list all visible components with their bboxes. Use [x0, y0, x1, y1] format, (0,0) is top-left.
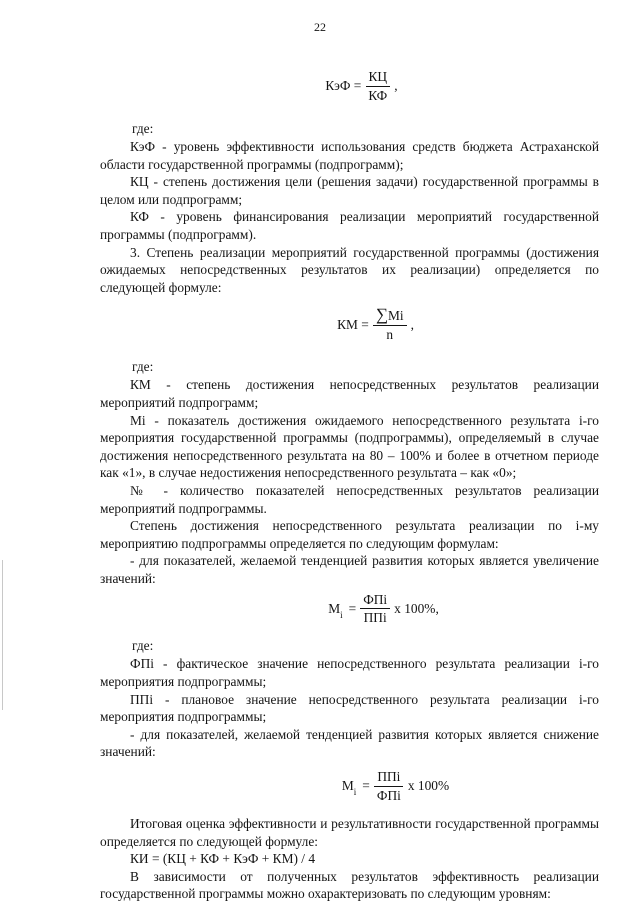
where-label-2: где: [132, 359, 154, 375]
formula-mi-increase-sub: i [340, 609, 343, 620]
formula-km [152, 300, 599, 348]
formula-mi-increase [168, 587, 599, 629]
where-label-3: где: [132, 638, 154, 654]
formula-kef [124, 64, 599, 108]
scan-margin-mark [2, 560, 3, 710]
definition-mi: Mi - показатель достижения ожидаемого непосредственного результата i-го мероприятия государственной программы (подпрограммы), определяемый в случае достижения непосредственного результата на 80 – 100% и более в отчетном периоде как «1», в случае недостижения непосредственного результата – как «0»; [100, 412, 599, 481]
paragraph-3: 3. Степень реализации мероприятий государственной программы (достижения ожидаемых непосредственных результатов их реализации) определяется по следующей формуле: [100, 244, 599, 295]
definition-ppi: ППi - плановое значение непосредственного результата реализации i-го мероприятия подпрограммы; [100, 691, 599, 725]
formula-mi-decrease-fraction [374, 769, 404, 803]
formula-mi-increase-fraction [360, 592, 390, 626]
formula-mi-increase-numerator: ФПi [360, 592, 390, 609]
formula-mi-decrease-m: M [341, 778, 354, 794]
formula-kef-numerator: КЦ [366, 69, 391, 86]
formula-mi-decrease-tail: x 100% [407, 778, 450, 794]
formula-mi-increase-m: M [328, 600, 341, 616]
definition-n: № - количество показателей непосредственных результатов реализации мероприятий подпрограммы. [100, 482, 599, 516]
formula-km-tail: , [410, 316, 414, 332]
definition-kf: КФ - уровень финансирования реализации мероприятий государственной программы (подпрограмм). [100, 209, 599, 242]
formula-kef-denominator: КФ [368, 87, 388, 103]
formula-km-lhs: КМ = [337, 316, 369, 332]
formula-mi-decrease-eq: = [362, 778, 370, 794]
formula-km-fraction [373, 306, 407, 342]
bullet-increase: - для показателей, желаемой тенденцией развития которых является увеличение значений: [100, 553, 599, 586]
formula-ki: КИ = (КЦ + КФ + КэФ + КМ) / 4 [130, 851, 316, 867]
bullet-decrease: - для показателей, желаемой тенденцией развития которых является снижение значений: [100, 726, 599, 760]
sigma-symbol: ∑ [375, 305, 388, 325]
paragraph-total: Итоговая оценка эффективности и результативности государственной программы определяется по следующей формуле: [100, 816, 599, 849]
formula-km-numerator [373, 306, 407, 325]
definition-fpi: ФПi - фактическое значение непосредственного результата реализации i-го мероприятия подпрограммы; [100, 656, 599, 690]
formula-mi-increase-eq: = [348, 600, 357, 616]
formula-mi-increase-denominator: ППi [363, 609, 387, 625]
page-body [100, 64, 599, 903]
formula-mi-increase-tail: x 100%, [394, 600, 439, 616]
formula-kef-lhs: КэФ = [325, 78, 362, 94]
page-number: 22 [314, 20, 326, 34]
where-label-1: где: [132, 121, 154, 136]
definition-km: КМ - степень достижения непосредственных результатов реализации мероприятий подпрограмм; [100, 377, 599, 410]
formula-mi-decrease-numerator: ППi [374, 769, 403, 786]
formula-mi-increase-lhs [328, 600, 343, 620]
paragraph-degree: Степень достижения непосредственного результата реализации по i-му мероприятию подпрограммы определяется по следующим формулам: [100, 518, 599, 551]
formula-km-numerator-text: Mi [387, 308, 404, 324]
paragraph-levels: В зависимости от полученных результатов эффективность реализации государственной программы можно охарактеризовать по следующим уровням: [100, 868, 599, 902]
formula-mi-decrease-sub: i [353, 787, 357, 798]
formula-km-denominator: n [386, 326, 394, 342]
definition-kef: КэФ - уровень эффективности использования средств бюджета Астраханской области государственной программы (подпрограмм); [100, 139, 599, 172]
formula-kef-tail: , [394, 78, 398, 94]
definition-kc: КЦ - степень достижения цели (решения задачи) государственной программы в целом или подпрограмм; [100, 174, 599, 207]
formula-mi-decrease-denominator: ФПi [376, 787, 401, 803]
formula-mi-decrease-lhs [341, 778, 357, 798]
formula-kef-fraction [365, 69, 390, 103]
formula-mi-decrease [192, 765, 599, 807]
